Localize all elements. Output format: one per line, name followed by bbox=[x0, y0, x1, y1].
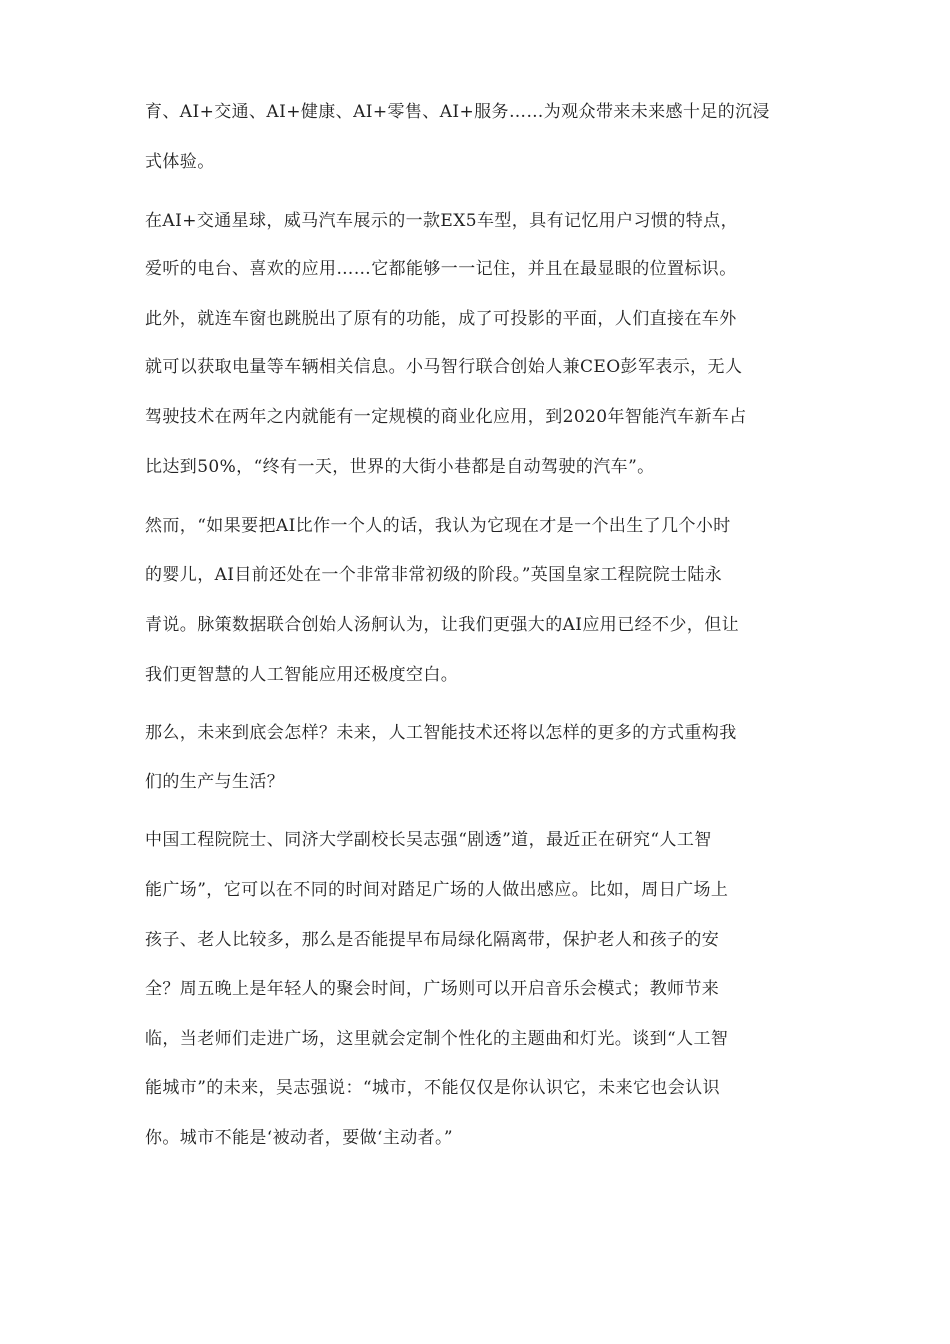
text-line: 孩子、老人比较多，那么是否能提早布局绿化隔离带，保护老人和孩子的安 bbox=[145, 930, 720, 950]
text-line: 的婴儿，AI目前还处在一个非常非常初级的阶段。”英国皇家工程院院士陆永 bbox=[145, 565, 723, 585]
text-line: 爱听的电台、喜欢的应用……它都能够一一记住，并且在最显眼的位置标识。 bbox=[145, 259, 737, 279]
text-line: 那么，未来到底会怎样？未来，人工智能技术还将以怎样的更多的方式重构我 bbox=[145, 723, 737, 743]
text-line: 式体验。 bbox=[145, 152, 215, 172]
text-line: 比达到50%，“终有一天，世界的大街小巷都是自动驾驶的汽车”。 bbox=[145, 457, 655, 477]
text-line: 就可以获取电量等车辆相关信息。小马智行联合创始人兼CEO彭军表示，无人 bbox=[145, 357, 743, 377]
text-line: 此外，就连车窗也跳脱出了原有的功能，成了可投影的平面，人们直接在车外 bbox=[145, 309, 737, 329]
text-line: 临，当老师们走进广场，这里就会定制个性化的主题曲和灯光。谈到“人工智 bbox=[145, 1029, 729, 1049]
text-line: 驾驶技术在两年之内就能有一定规模的商业化应用，到2020年智能汽车新车占 bbox=[145, 407, 747, 427]
text-line: 青说。脉策数据联合创始人汤舸认为，让我们更强大的AI应用已经不少，但让 bbox=[145, 615, 739, 635]
text-line: 能广场”，它可以在不同的时间对踏足广场的人做出感应。比如，周日广场上 bbox=[145, 880, 729, 900]
text-line: 全？周五晚上是年轻人的聚会时间，广场则可以开启音乐会模式；教师节来 bbox=[145, 979, 720, 999]
text-line: 们的生产与生活？ bbox=[145, 772, 285, 792]
text-line: 中国工程院院士、同济大学副校长吴志强“剧透”道，最近正在研究“人工智 bbox=[145, 830, 712, 850]
text-line: 在AI+交通星球，威马汽车展示的一款EX5车型，具有记忆用户习惯的特点， bbox=[145, 211, 738, 231]
text-line: 你。城市不能是‘被动者，要做‘主动者。” bbox=[145, 1128, 453, 1148]
text-line: 我们更智慧的人工智能应用还极度空白。 bbox=[145, 665, 459, 685]
text-line: 能城市”的未来，吴志强说：“城市，不能仅仅是你认识它，未来它也会认识 bbox=[145, 1078, 720, 1098]
text-line: 育、AI+交通、AI+健康、AI+零售、AI+服务……为观众带来未来感十足的沉浸 bbox=[145, 102, 770, 122]
text-line: 然而，“如果要把AI比作一个人的话，我认为它现在才是一个出生了几个小时 bbox=[145, 516, 731, 536]
